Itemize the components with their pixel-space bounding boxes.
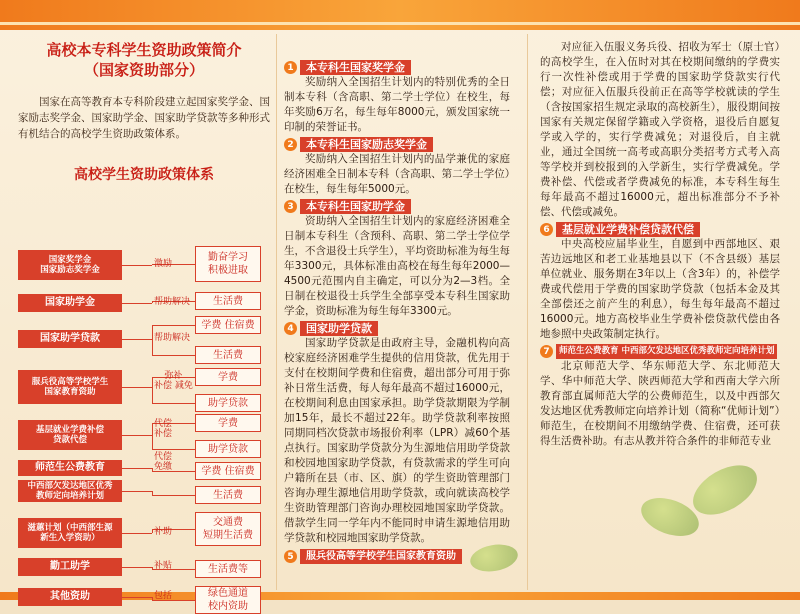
policy-box: 其他资助 bbox=[18, 588, 122, 606]
section-text: 资助纳入全国招生计划内的家庭经济困难全日制本专科生（含预科、高职、第二学士学位学生，不含退役士兵学生），平均资助标准为每生每年3300元，具体标准由高校在每生每年2000—4500元范围内自主确定，可以分为2—3档。全日制在校退役士兵学生全部享受本专科生国家助学金，资助标准为每生每年3300元。 bbox=[284, 215, 510, 317]
target-box: 学费 bbox=[195, 368, 261, 386]
page-title: 高校本专科学生资助政策简介 bbox=[46, 41, 242, 59]
section-title: 服兵役高等学校学生国家教育资助 bbox=[300, 549, 462, 564]
policy-box: 服兵役高等学校学生 国家教育资助 bbox=[18, 370, 122, 404]
page-subtitle: （国家资助部分） bbox=[83, 61, 204, 79]
target-box: 学费 住宿费 bbox=[195, 316, 261, 334]
section-number: 7 bbox=[540, 345, 553, 358]
section-number: 4 bbox=[284, 322, 297, 335]
connector-line bbox=[122, 597, 152, 598]
policy-box: 滋蕙计划（中西部生源 新生入学资助） bbox=[18, 518, 122, 548]
policy-box: 基层就业学费补偿 贷款代偿 bbox=[18, 420, 122, 450]
section-text: 国家助学贷款是由政府主导，金融机构向高校家庭经济困难学生提供的信用贷款，优先用于支付在校期间学费和住宿费，超出部分可用于弥补日常生活费，每人每年最高不超过16000元，在校期间利息由国家承担。助学贷款期限为学制加15年，最长不超过22年。助学贷款利率按照同期同档次贷款市场报价利率（LPR）减60个基点执行。国家助学贷款分为生源地信用助学贷款和校园地国家助学贷款，有贷款需求的学生可向户籍所在县（市、区、旗）的学生资助管理部门咨询办理生源地信用助学贷款，或向就读高校学生资助管理部门咨询办理校园地国家助学贷款。借款学生同一学年内不能同时申请生源地信用助学贷款和校园地国家助学贷款。 bbox=[284, 337, 510, 544]
section-text: 奖励纳入全国招生计划内的特别优秀的全日制本专科（含高职、第二学士学位）在校生，每年奖励6万名，每生每年8000元，颁发国家统一印制的荣誉证书。 bbox=[284, 76, 510, 133]
section-1 bbox=[284, 60, 510, 135]
relation-label: 弥补 补偿 减免 bbox=[154, 371, 193, 391]
connector-line bbox=[152, 325, 153, 355]
military-aid-text: 对应征入伍服义务兵役、招收为军士（原士官）的高校学生，在入伍时对其在校期间缴纳的学费实行一次性补偿或用于学费的国家助学贷款实行代偿；对应征入伍服兵役前正在高等学校就读的学生（含按国家招生规定录取的高校新生），服役期间按国家有关规定保留学籍或入学资格，退役后自愿复学或入学的，实行学费减免；对退役后，自主就业，通过全国统一高考或高职分类招考方式考入高等学校并到校报到的入学新生，实行学费减免。学费补偿、代偿或者学费减免的标准，本专科生每生每年最高不超过16000元，超出标准部分不予补偿、代偿或减免。 bbox=[540, 41, 780, 218]
top-decoration-bar bbox=[0, 0, 800, 30]
target-box: 绿色通道 校内资助 bbox=[195, 586, 261, 614]
policy-box: 国家助学金 bbox=[18, 294, 122, 312]
relation-label: 激励 bbox=[154, 259, 173, 269]
connector-line bbox=[152, 325, 195, 326]
relation-label: 代偿 补偿 bbox=[154, 419, 173, 439]
section-number: 1 bbox=[284, 61, 297, 74]
section-number: 3 bbox=[284, 200, 297, 213]
connector-line bbox=[122, 303, 152, 304]
section-title: 基层就业学费补偿贷款代偿 bbox=[556, 222, 700, 237]
connector-line bbox=[152, 449, 195, 450]
section-number: 6 bbox=[540, 223, 553, 236]
target-box: 学费 住宿费 bbox=[195, 462, 261, 480]
connector-line bbox=[122, 265, 152, 266]
section-number: 5 bbox=[284, 550, 297, 563]
relation-label: 补助 bbox=[154, 527, 173, 537]
middle-column bbox=[284, 58, 510, 564]
section-6 bbox=[540, 222, 780, 237]
connector-line bbox=[152, 377, 153, 403]
relation-label: 代偿 免缴 bbox=[154, 452, 173, 472]
section-title: 本专科生国家奖学金 bbox=[300, 60, 411, 75]
target-box: 生活费 bbox=[195, 292, 261, 310]
target-box: 助学贷款 bbox=[195, 394, 261, 412]
right-column bbox=[540, 40, 780, 449]
section-4 bbox=[284, 321, 510, 546]
policy-box: 国家助学贷款 bbox=[18, 330, 122, 348]
column-divider bbox=[276, 34, 277, 590]
connector-line bbox=[152, 495, 195, 496]
connector-line bbox=[122, 533, 152, 534]
section-5 bbox=[284, 549, 510, 564]
section-text: 奖励纳入全国招生计划内的品学兼优的家庭经济困难全日制本专科（含高职、第二学士学位）在校生，每生每年5000元。 bbox=[284, 153, 510, 195]
target-box: 生活费 bbox=[195, 486, 261, 504]
section-2 bbox=[284, 137, 510, 197]
relation-label: 帮助解决 bbox=[154, 297, 191, 307]
policy-box: 中西部欠发达地区优秀 教师定向培养计划 bbox=[18, 480, 122, 502]
policy-system-diagram bbox=[18, 242, 270, 612]
left-column bbox=[18, 40, 270, 612]
target-box: 助学贷款 bbox=[195, 440, 261, 458]
connector-line bbox=[152, 423, 153, 449]
policy-box: 国家奖学金 国家励志奖学金 bbox=[18, 250, 122, 280]
connector-line bbox=[122, 468, 152, 469]
normal-student-text: 北京师范大学、华东师范大学、东北师范大学、华中师范大学、陕西师范大学和西南大学六所教育部直属师范大学的公费师范生，以及中西部欠发达地区优秀教师定向培养计划（简称“优师计划”）师范生，在校期间不用缴纳学费、住宿费，还可获得生活费补助。有志从教并符合条件的非师范专业 bbox=[540, 360, 780, 447]
target-box: 学费 bbox=[195, 414, 261, 432]
policy-box: 勤工助学 bbox=[18, 558, 122, 576]
section-title: 本专科生国家助学金 bbox=[300, 199, 411, 214]
connector-line bbox=[122, 491, 152, 492]
connector-line bbox=[152, 355, 195, 356]
section-title: 本专科生国家励志奖学金 bbox=[300, 137, 433, 152]
column-divider bbox=[527, 34, 528, 590]
relation-label: 包括 bbox=[154, 591, 173, 601]
target-box: 勤奋学习 积极进取 bbox=[195, 246, 261, 282]
section-3 bbox=[284, 199, 510, 319]
system-title: 高校学生资助政策体系 bbox=[74, 167, 214, 183]
target-box: 生活费等 bbox=[195, 560, 261, 578]
section-number: 2 bbox=[284, 138, 297, 151]
section-title: 国家助学贷款 bbox=[300, 321, 378, 336]
grassroots-employment-text: 中央高校应届毕业生，自愿到中西部地区、艰苦边远地区和老工业基地县以下（不含县级）基层单位就业、服务期在3年以上（含3年）的，补偿学费或代偿用于学费的国家助学贷款（包括本金及其全部偿还之前产生的利息），每生每年最高不超过16000元。地方高校毕业生学费补偿贷款代偿由各地参照中央政策制定执行。 bbox=[540, 238, 780, 340]
connector-line bbox=[122, 567, 152, 568]
target-box: 生活费 bbox=[195, 346, 261, 364]
section-7 bbox=[540, 344, 780, 359]
section-title: 师范生公费教育 中西部欠发达地区优秀教师定向培养计划 bbox=[556, 344, 777, 359]
connector-line bbox=[122, 435, 152, 436]
policy-box: 师范生公费教育 bbox=[18, 460, 122, 476]
target-box: 交通费 短期生活费 bbox=[195, 512, 261, 546]
connector-line bbox=[122, 387, 152, 388]
connector-line bbox=[152, 403, 195, 404]
connector-line bbox=[122, 339, 152, 340]
relation-label: 帮助解决 bbox=[154, 333, 191, 343]
relation-label: 补贴 bbox=[154, 561, 173, 571]
intro-paragraph: 国家在高等教育本专科阶段建立起国家奖学金、国家励志奖学金、国家助学金、国家助学贷款等多种形式有机结合的高校学生资助政策体系。 bbox=[18, 96, 270, 140]
